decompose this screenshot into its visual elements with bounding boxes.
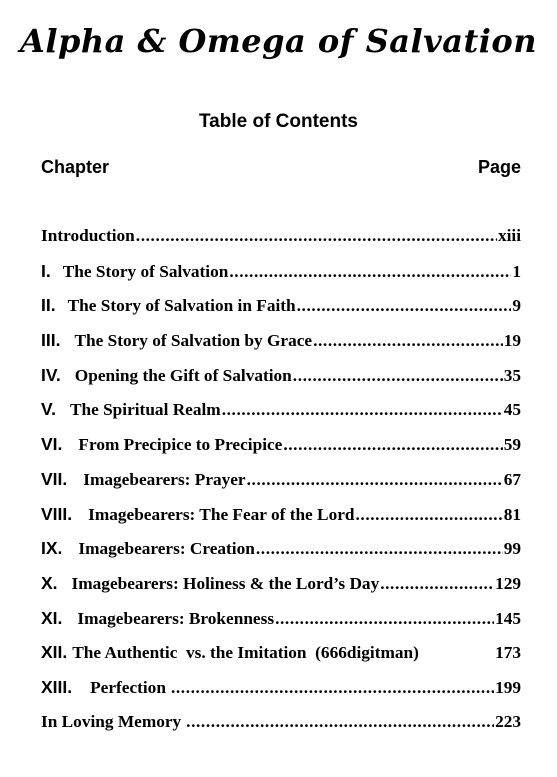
toc-entry-number: V. [41, 399, 56, 420]
toc-entry-title: Perfection [90, 677, 166, 697]
toc-entry-page: 45 [503, 400, 521, 420]
dot-leader [222, 398, 503, 422]
toc-entry-page: xiii [497, 226, 521, 245]
dot-leader [256, 537, 503, 561]
toc-heading: Table of Contents [198, 111, 359, 132]
toc-entry-title: The Spiritual Realm [69, 400, 221, 420]
page-column-label: Page [477, 157, 521, 177]
toc-entry [41, 259, 521, 294]
toc-entry [41, 328, 521, 363]
toc-entry-number: VII. [41, 468, 68, 489]
toc-entry-number: X. [41, 572, 58, 593]
toc-entry-page: 223 [495, 711, 521, 731]
toc-entry [41, 675, 521, 710]
toc-entry-number: IV. [41, 364, 61, 385]
toc-entry-number: VI. [41, 434, 63, 455]
toc-entry [41, 397, 521, 432]
toc-entry-title: The Story of Salvation by Grace [74, 331, 313, 351]
dot-leader [171, 676, 494, 700]
dot-leader [136, 224, 497, 248]
toc-entry [41, 467, 521, 502]
dot-leader [247, 468, 503, 492]
toc-entry-title: From Precipice to Precipice [78, 435, 283, 455]
toc-entry-number: XIII. [41, 676, 73, 697]
toc-entry-page: 81 [503, 504, 521, 524]
toc-entry-page: 9 [512, 296, 521, 316]
toc-entry-title: Imagebearers: The Fear of the Lord [88, 504, 355, 524]
toc-entry-page: 173 [495, 643, 521, 663]
toc-entry-page: 199 [495, 677, 521, 697]
toc-entry-number: IX. [41, 538, 63, 559]
toc-entry [41, 432, 521, 467]
toc-entry-number: I. [41, 260, 51, 281]
toc-entry [41, 224, 521, 259]
toc-entry-page: 1 [512, 261, 521, 281]
toc-entry-title: Imagebearers: Brokenness [77, 608, 275, 628]
toc-entry-number: II. [41, 295, 56, 316]
toc-entry-title: Introduction [41, 226, 135, 245]
toc-entry-number: XII. [41, 642, 68, 663]
toc-entry-page: 129 [495, 573, 521, 593]
toc-entry-title: Imagebearers: Holiness & the Lord’s Day [71, 573, 380, 593]
toc-entry-page: 35 [503, 365, 521, 385]
dot-leader [186, 710, 494, 734]
toc-entry [41, 502, 521, 537]
toc-entry-page: 59 [503, 435, 521, 455]
toc-entry-page: 67 [503, 469, 521, 489]
toc-entry-title: In Loving Memory [41, 711, 182, 731]
toc-entry-page: 19 [503, 331, 521, 351]
toc-entry-number: III. [41, 330, 61, 351]
toc-entry-number: XI. [41, 607, 63, 628]
toc-entry [41, 606, 521, 641]
toc-entry-title: The Story of Salvation in Faith [67, 296, 296, 316]
dot-leader [229, 260, 511, 284]
toc-entry-title: Imagebearers: Creation [78, 539, 255, 559]
dot-leader [275, 607, 494, 631]
dot-leader [283, 433, 502, 457]
toc-entry [41, 363, 521, 398]
dot-leader [297, 294, 512, 318]
dot-leader [313, 329, 503, 353]
book-title: Alpha & Omega of Salvation [20, 22, 537, 60]
dot-leader [293, 364, 503, 388]
toc-entry-page: 145 [495, 608, 521, 628]
toc-list [41, 224, 521, 744]
chapter-column-label: Chapter [41, 157, 110, 177]
toc-entry-title: Opening the Gift of Salvation [74, 365, 292, 385]
toc-entry [41, 536, 521, 571]
dot-leader [380, 572, 494, 596]
toc-entry-title: Imagebearers: Prayer [83, 469, 246, 489]
toc-entry [41, 710, 521, 745]
toc-entry-page: 99 [503, 539, 521, 559]
toc-entry-number: VIII. [41, 503, 73, 524]
toc-entry-title: The Authentic vs. the Imitation (666digitman) [72, 643, 419, 663]
toc-entry [41, 571, 521, 606]
dot-leader [356, 503, 503, 527]
toc-entry [41, 293, 521, 328]
toc-entry-title: The Story of Salvation [62, 261, 229, 281]
toc-entry [41, 640, 521, 675]
